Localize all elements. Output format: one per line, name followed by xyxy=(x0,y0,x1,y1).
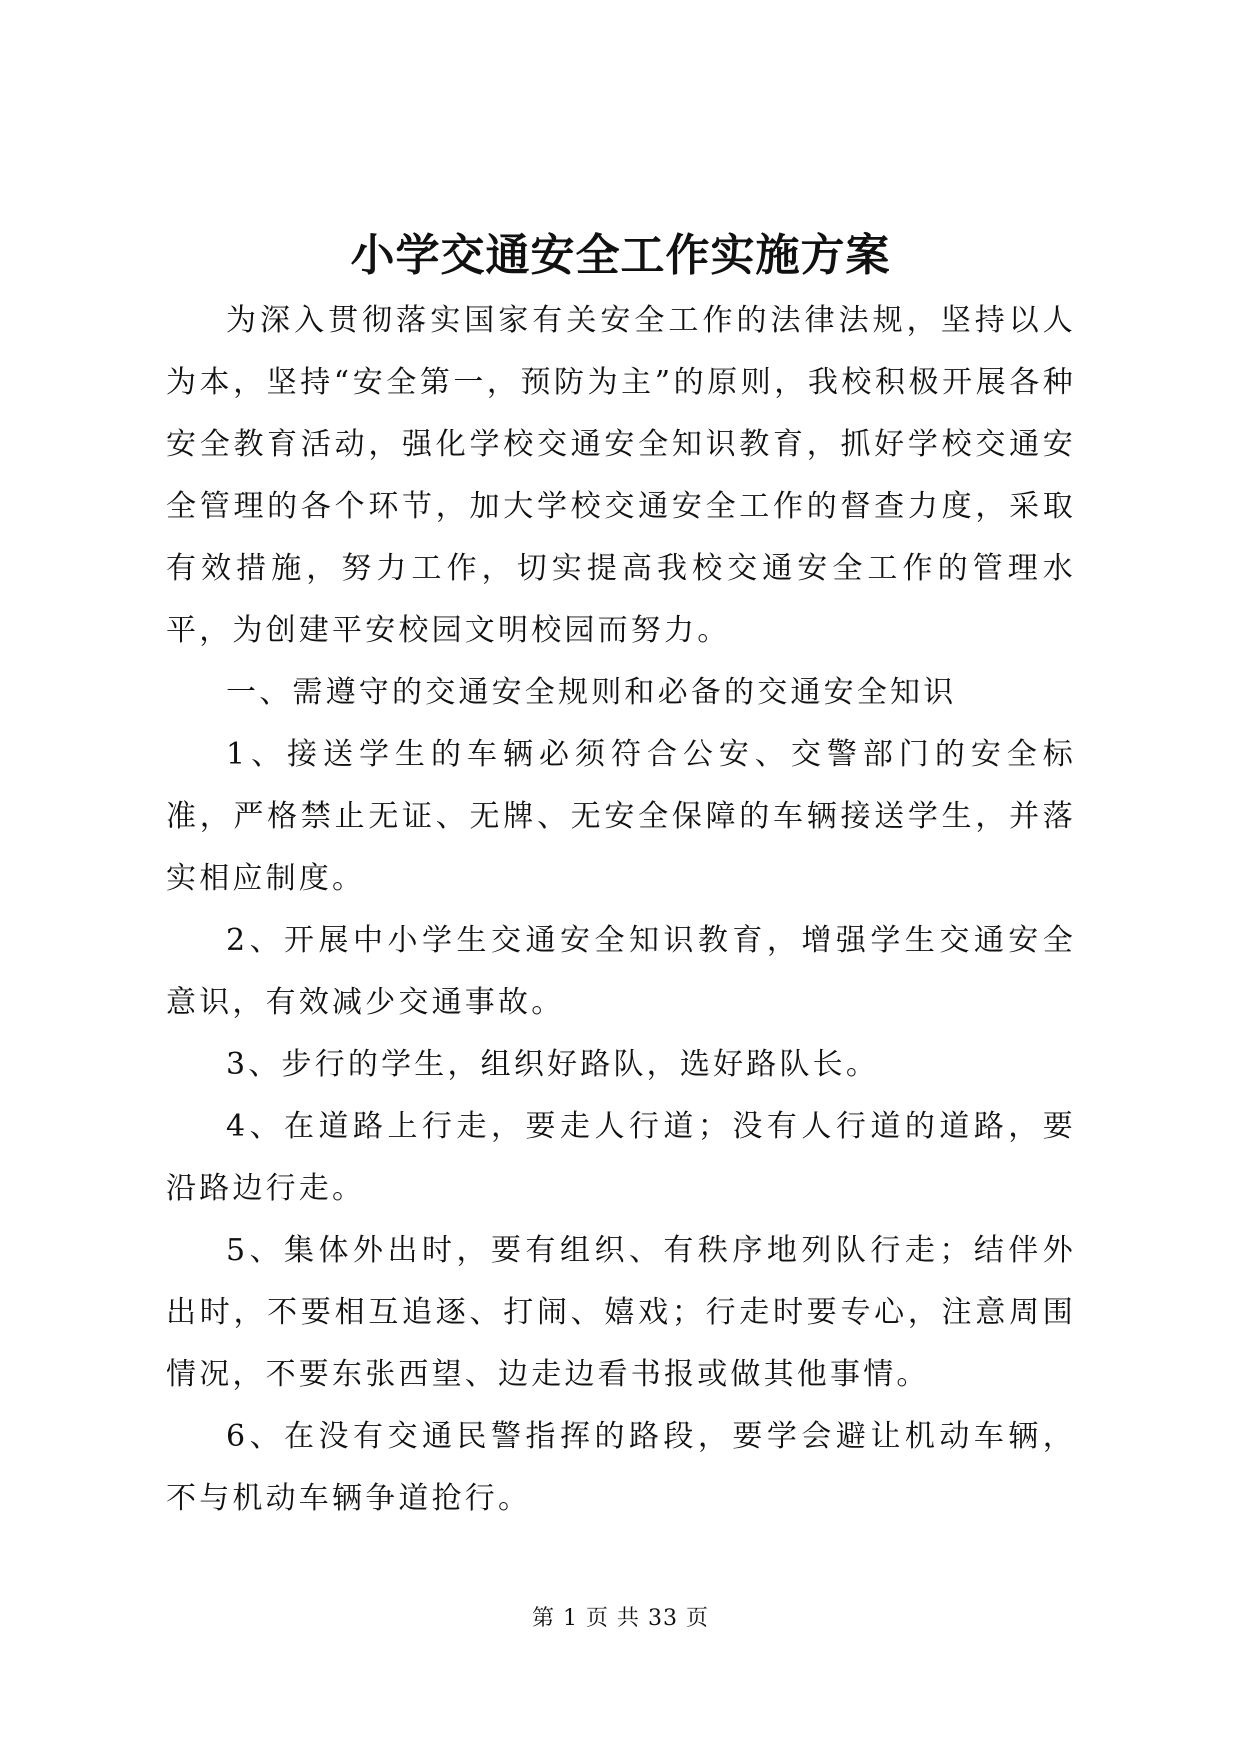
document-title: 小学交通安全工作实施方案 xyxy=(350,230,891,281)
list-item-3: 3、步行的学生，组织好路队，选好路队长。 xyxy=(226,1047,880,1082)
paragraph-intro: 为深入贯彻落实国家有关安全工作的法律法规，坚持以人为本，坚持“安全第一，预防为主”的原则，我校积极开展各种安全教育活动，强化学校交通安全知识教育，抓好学校交通安全管理的各个环节，加大学校交通安全工作的督查力度，采取有效措施，努力工作，切实提高我校交通安全工作的管理水平，为创建平安校园文明校园而努力。 xyxy=(166,303,1076,648)
document-body xyxy=(166,290,1076,1530)
list-item-6: 6、在没有交通民警指挥的路段，要学会避让机动车辆，不与机动车辆争道抢行。 xyxy=(166,1419,1076,1516)
list-item-5: 5、集体外出时，要有组织、有秩序地列队行走；结伴外出时，不要相互追逐、打闹、嬉戏；行走时要专心，注意周围情况，不要东张西望、边走边看书报或做其他事情。 xyxy=(166,1233,1076,1392)
list-item-2: 2、开展中小学生交通安全知识教育，增强学生交通安全意识，有效减少交通事故。 xyxy=(166,923,1076,1020)
list-item-1: 1、接送学生的车辆必须符合公安、交警部门的安全标准，严格禁止无证、无牌、无安全保障的车辆接送学生，并落实相应制度。 xyxy=(166,737,1076,896)
section-heading-1: 一、需遵守的交通安全规则和必备的交通安全知识 xyxy=(226,675,957,710)
page-number-footer: 第 1 页 共 33 页 xyxy=(532,1606,709,1631)
list-item-4: 4、在道路上行走，要走人行道；没有人行道的道路，要沿路边行走。 xyxy=(166,1109,1076,1206)
